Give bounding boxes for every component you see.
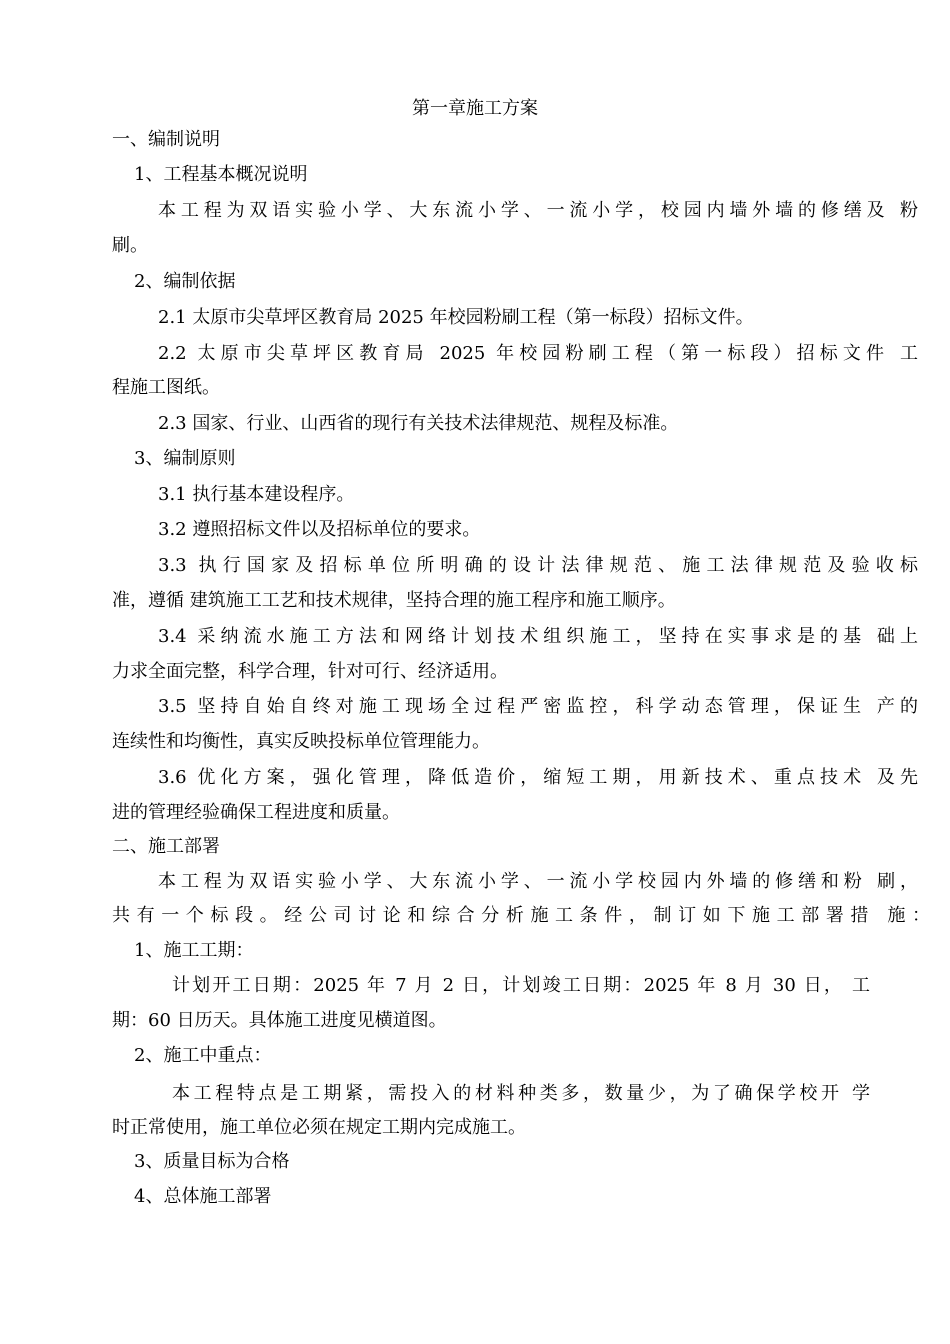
subsection-heading: 3、质量目标为合格 [134,1151,290,1172]
subsection-heading: 1、施工工期： [134,940,254,961]
paragraph-line: 3.1 执行基本建设程序。 [158,484,355,505]
paragraph-line: 本工程为双语实验小学、大东流小学、一流小学校园内外墙的修缮和粉 刷， [158,871,918,892]
paragraph-line: 进的管理经验确保工程进度和质量。 [112,802,400,823]
paragraph-line: 2.3 国家、行业、山西省的现行有关技术法律规范、规程及标准。 [158,413,679,434]
paragraph-line: 准，遵循 建筑施工工艺和技术规律，坚持合理的施工程序和施工顺序。 [112,590,676,611]
paragraph-line: 计划开工日期：2025 年 7 月 2 日，计划竣工日期：2025 年 8 月 30 日， 工 [172,975,870,996]
subsection-heading: 2、编制依据 [134,271,236,292]
chapter-title: 第一章施工方案 [412,98,538,119]
subsection-heading: 1、工程基本概况说明 [134,164,308,185]
paragraph-line: 3.2 遵照招标文件以及招标单位的要求。 [158,519,481,540]
paragraph-line: 程施工图纸。 [112,377,220,398]
paragraph-line: 3.4 采纳流水施工方法和网络计划技术组织施工，坚持在实事求是的基 础上 [158,626,918,647]
paragraph-line: 共有一个标段。经公司讨论和综合分析施工条件，制订如下施工部署措 施： [112,905,930,926]
paragraph-line: 3.5 坚持自始自终对施工现场全过程严密监控，科学动态管理，保证生 产的 [158,696,918,717]
paragraph-line: 2.2 太原市尖草坪区教育局 2025 年校园粉刷工程（第一标段）招标文件 工 [158,343,918,364]
paragraph-line: 期：60 日历天。具体施工进度见横道图。 [112,1010,447,1031]
subsection-heading: 4、总体施工部署 [134,1186,272,1207]
paragraph-line: 刷。 [112,235,148,256]
paragraph-line: 连续性和均衡性，真实反映投标单位管理能力。 [112,731,490,752]
subsection-heading: 3、编制原则 [134,448,236,469]
subsection-heading: 2、施工中重点： [134,1045,272,1066]
paragraph-line: 3.6 优化方案，强化管理，降低造价，缩短工期，用新技术、重点技术 及先 [158,767,918,788]
section-heading: 一、编制说明 [112,129,220,150]
paragraph-line: 力求全面完整，科学合理，针对可行、经济适用。 [112,661,508,682]
paragraph-line: 本工程特点是工期紧，需投入的材料种类多，数量少，为了确保学校开 学 [172,1083,870,1104]
paragraph-line: 3.3 执行国家及招标单位所明确的设计法律规范、施工法律规范及验收标 [158,555,918,576]
paragraph-line: 本工程为双语实验小学、大东流小学、一流小学，校园内墙外墙的修缮及 粉 [158,200,918,221]
paragraph-line: 时正常使用，施工单位必须在规定工期内完成施工。 [112,1117,526,1138]
section-heading: 二、施工部署 [112,836,220,857]
paragraph-line: 2.1 太原市尖草坪区教育局 2025 年校园粉刷工程（第一标段）招标文件。 [158,307,754,328]
